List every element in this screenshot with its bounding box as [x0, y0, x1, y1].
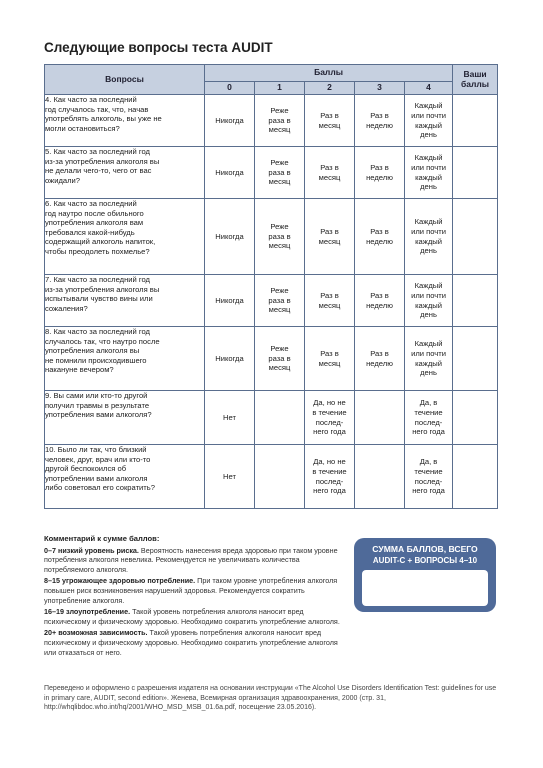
question-line: употреблять алкоголь, вы уже не [45, 114, 162, 124]
question-line: содержащий алкоголь напиток, [45, 237, 156, 247]
answer-option-3 [355, 445, 405, 509]
question-line: год наутро после обильного [45, 208, 144, 218]
total-score-box [354, 538, 496, 612]
answer-option-0[interactable] [205, 275, 255, 327]
answer-line: каждый [415, 300, 442, 310]
answer-line: месяц [318, 236, 341, 246]
your-score-cell[interactable] [453, 391, 498, 445]
answer-option-4[interactable] [405, 327, 453, 391]
comment-item [44, 576, 348, 605]
answer-line: Раз в [370, 162, 389, 172]
answer-line: раза в [268, 115, 291, 125]
answer-line: него года [412, 486, 445, 496]
question-row [45, 327, 498, 391]
answer-line: него года [313, 427, 346, 437]
your-score-cell[interactable] [453, 445, 498, 509]
question-line: из-за употребления алкоголя вы [45, 156, 160, 166]
comment-text: При таком уровне употребления алкоголя повышен риск возникновения нарушений здоровья. Рекомендуется сократить употребление алкоголя. [44, 576, 338, 605]
answer-line: него года [412, 427, 445, 437]
answer-line: Никогда [215, 353, 244, 363]
points-header: Баллы [205, 65, 453, 82]
question-line: 8. Как часто за последний год [45, 327, 150, 336]
question-line: могли остановиться? [45, 123, 120, 133]
question-row [45, 147, 498, 199]
answer-line: Нет [223, 471, 236, 481]
comments-heading: Комментарий к сумме баллов: [44, 534, 160, 543]
comment-label: 0–7 низкий уровень риска. [44, 545, 139, 555]
question-text [45, 445, 205, 509]
score-header: 2 [305, 82, 355, 95]
answer-line: день [420, 246, 437, 256]
answer-line: Раз в [320, 348, 339, 358]
answer-line: Да, в [419, 398, 438, 408]
answer-option-2[interactable] [305, 199, 355, 275]
comment-text: Вероятность нанесения вреда здоровью при таком уровне потребления алкоголя невелика. Рекомендуется не увеличивать количества потребляемого алкоголя. [44, 545, 338, 574]
answer-line: день [420, 368, 437, 378]
answer-line: раза в [268, 353, 291, 363]
score-header: 0 [205, 82, 255, 95]
answer-option-2[interactable] [305, 275, 355, 327]
questions-header: Вопросы [45, 65, 205, 95]
comment-item [44, 607, 348, 626]
question-text [45, 199, 205, 275]
answer-line: Реже [270, 106, 289, 116]
answer-line: Нет [223, 412, 236, 422]
score-header: 1 [255, 82, 305, 95]
answer-option-2[interactable] [305, 445, 355, 509]
question-line: не делали чего-то, чего от вас [45, 166, 152, 176]
answer-line: Каждый [414, 339, 443, 349]
your-score-cell[interactable] [453, 95, 498, 147]
question-row [45, 391, 498, 445]
comment-item [44, 628, 348, 657]
answer-option-4[interactable] [405, 199, 453, 275]
question-line: получил травмы в результате [45, 400, 150, 410]
comment-text: Такой уровень потребления алкоголя наносит вред психическому и физическому здоровью. Необходимо сократить употребление алкоголя. [44, 607, 340, 626]
answer-option-1[interactable] [255, 199, 305, 275]
question-line: накануне вечером? [45, 365, 114, 375]
answer-line: Раз в [370, 110, 389, 120]
answer-line: Реже [270, 344, 289, 354]
question-line: не помнили происходившего [45, 355, 147, 365]
answer-line: каждый [415, 358, 442, 368]
answer-option-1[interactable] [255, 275, 305, 327]
total-score-field[interactable] [362, 570, 488, 606]
total-score-title: СУММА БАЛЛОВ, ВСЕГО [372, 544, 478, 554]
answer-line: неделю [366, 358, 393, 368]
answer-option-4[interactable] [405, 391, 453, 445]
answer-option-3[interactable] [355, 199, 405, 275]
answer-option-0[interactable] [205, 445, 255, 509]
question-line: употребления алкоголя вы [45, 346, 140, 356]
answer-line: каждый [415, 172, 442, 182]
answer-option-3[interactable] [355, 95, 405, 147]
answer-line: или почти [411, 290, 446, 300]
your-score-cell[interactable] [453, 147, 498, 199]
answer-option-3 [355, 391, 405, 445]
your-score-cell[interactable] [453, 327, 498, 391]
audit-table [44, 64, 498, 509]
answer-line: неделю [366, 300, 393, 310]
score-header: 4 [405, 82, 453, 95]
question-line: 5. Как часто за последний год [45, 147, 150, 156]
answer-line: послед- [315, 417, 344, 427]
question-line: употребления алкоголя вам [45, 218, 144, 228]
answer-line: Раз в [320, 162, 339, 172]
total-score-subtitle: AUDIT-C + ВОПРОСЫ 4–10 [372, 556, 478, 565]
answer-option-3[interactable] [355, 275, 405, 327]
answer-line: неделю [366, 236, 393, 246]
question-text [45, 147, 205, 199]
answer-line: послед- [414, 476, 443, 486]
answer-line: Никогда [215, 295, 244, 305]
answer-line: Каждый [414, 281, 443, 291]
answer-line: месяц [318, 172, 341, 182]
answer-option-2[interactable] [305, 147, 355, 199]
answer-line: Раз в [370, 348, 389, 358]
answer-option-1[interactable] [255, 327, 305, 391]
answer-line: Реже [270, 158, 289, 168]
question-text [45, 275, 205, 327]
answer-option-1[interactable] [255, 147, 305, 199]
score-comments [44, 534, 348, 659]
question-row [45, 275, 498, 327]
answer-line: день [420, 130, 437, 140]
answer-line: раза в [268, 295, 291, 305]
answer-line: Раз в [320, 110, 339, 120]
question-line: либо советовал его сократить? [45, 483, 155, 493]
answer-line: Каждый [414, 101, 443, 111]
answer-line: месяц [268, 177, 291, 187]
question-line: случалось так, что наутро после [45, 336, 160, 346]
answer-option-2[interactable] [305, 327, 355, 391]
answer-line: Каждый [414, 217, 443, 227]
comment-item [44, 546, 348, 575]
answer-line: месяц [268, 241, 291, 251]
answer-option-4[interactable] [405, 275, 453, 327]
answer-option-0[interactable] [205, 147, 255, 199]
answer-line: каждый [415, 236, 442, 246]
your-points-line: Ваши [463, 68, 487, 79]
answer-line: Никогда [215, 167, 244, 177]
question-line: чтобы преодолеть похмелье? [45, 246, 150, 256]
comment-label: 20+ возможная зависимость. [44, 628, 148, 638]
comment-label: 16–19 злоупотребление. [44, 607, 131, 617]
question-row [45, 95, 498, 147]
answer-option-2[interactable] [305, 95, 355, 147]
answer-line: Да, в [419, 457, 438, 467]
answer-line: каждый [415, 120, 442, 130]
answer-line: день [420, 182, 437, 192]
answer-line: послед- [414, 417, 443, 427]
question-line: сожаления? [45, 303, 88, 313]
answer-line: Каждый [414, 153, 443, 163]
answer-line: Никогда [215, 115, 244, 125]
question-line: употребления вами алкоголя? [45, 410, 152, 420]
answer-line: или почти [411, 162, 446, 172]
answer-line: него года [313, 486, 346, 496]
answer-line: или почти [411, 226, 446, 236]
question-line: испытывали чувство вины или [45, 294, 153, 304]
question-line: ожидали? [45, 175, 81, 185]
answer-line: Да, но не [313, 457, 346, 467]
question-line: 10. Было ли так, что близкий [45, 445, 147, 454]
answer-line: течение [414, 466, 443, 476]
question-line: год случалось так, что, начав [45, 104, 149, 114]
answer-line: неделю [366, 172, 393, 182]
answer-line: Раз в [370, 226, 389, 236]
answer-option-4[interactable] [405, 147, 453, 199]
question-line: 4. Как часто за последний [45, 95, 137, 104]
answer-option-1 [255, 445, 305, 509]
question-line: из-за употребления алкоголя вы [45, 284, 160, 294]
answer-option-0[interactable] [205, 199, 255, 275]
answer-option-4[interactable] [405, 445, 453, 509]
answer-line: месяц [318, 300, 341, 310]
question-line: 6. Как часто за последний [45, 199, 137, 208]
answer-option-0[interactable] [205, 391, 255, 445]
question-line: человек, друг, врач или кто-то [45, 454, 151, 464]
answer-line: течение [414, 407, 443, 417]
answer-line: раза в [268, 167, 291, 177]
answer-option-1 [255, 391, 305, 445]
question-row [45, 199, 498, 275]
answer-option-3[interactable] [355, 147, 405, 199]
answer-line: Никогда [215, 231, 244, 241]
answer-line: месяц [318, 358, 341, 368]
question-text [45, 391, 205, 445]
answer-line: Реже [270, 286, 289, 296]
answer-line: в течение [312, 466, 347, 476]
comment-text: Такой уровень потребления алкоголя наносит вред психическому и физическому здоровью. Необходимо сократить употребление алкоголя или отказаться от него. [44, 628, 338, 657]
answer-line: неделю [366, 120, 393, 130]
answer-line: Раз в [320, 226, 339, 236]
answer-line: Раз в [320, 290, 339, 300]
question-line: 7. Как часто за последний год [45, 275, 150, 284]
your-points-header [453, 65, 498, 95]
your-score-cell[interactable] [453, 275, 498, 327]
score-header: 3 [355, 82, 405, 95]
page-title: Следующие вопросы теста AUDIT [44, 40, 273, 55]
comment-label: 8–15 угрожающее здоровью потребление. [44, 576, 196, 586]
question-text [45, 327, 205, 391]
answer-line: послед- [315, 476, 344, 486]
answer-option-1[interactable] [255, 95, 305, 147]
answer-option-3[interactable] [355, 327, 405, 391]
footnote: Переведено и оформлено с разрешения издателя на основании инструкции «The Alcohol Use Disorders Identification Test: guidelines for use in primary care, AUDIT, second edition». Женева, Всемирная организация здравоохранения, 2000 (стр. 31, http://whqlibdoc.who.int/hq/2001/WHO_MSD_MSB_01.6a.pdf, посещение 23.05.2016). [44, 685, 497, 711]
answer-line: месяц [268, 363, 291, 373]
answer-line: или почти [411, 348, 446, 358]
answer-option-2[interactable] [305, 391, 355, 445]
answer-option-0[interactable] [205, 95, 255, 147]
your-points-line: баллы [461, 78, 490, 89]
question-row [45, 445, 498, 509]
answer-line: Да, но не [313, 398, 346, 408]
answer-line: день [420, 310, 437, 320]
answer-line: месяц [268, 305, 291, 315]
answer-line: Раз в [370, 290, 389, 300]
answer-option-0[interactable] [205, 327, 255, 391]
question-line: 9. Вы сами или кто-то другой [45, 391, 148, 400]
answer-line: раза в [268, 231, 291, 241]
your-score-cell[interactable] [453, 199, 498, 275]
answer-line: месяц [268, 125, 291, 135]
question-line: другой беспокоился об [45, 464, 127, 474]
answer-option-4[interactable] [405, 95, 453, 147]
answer-line: или почти [411, 110, 446, 120]
question-line: требовался какой-нибудь [45, 227, 135, 237]
question-line: употреблении вами алкоголя [45, 473, 148, 483]
answer-line: Реже [270, 222, 289, 232]
answer-line: месяц [318, 120, 341, 130]
question-text [45, 95, 205, 147]
answer-line: в течение [312, 407, 347, 417]
